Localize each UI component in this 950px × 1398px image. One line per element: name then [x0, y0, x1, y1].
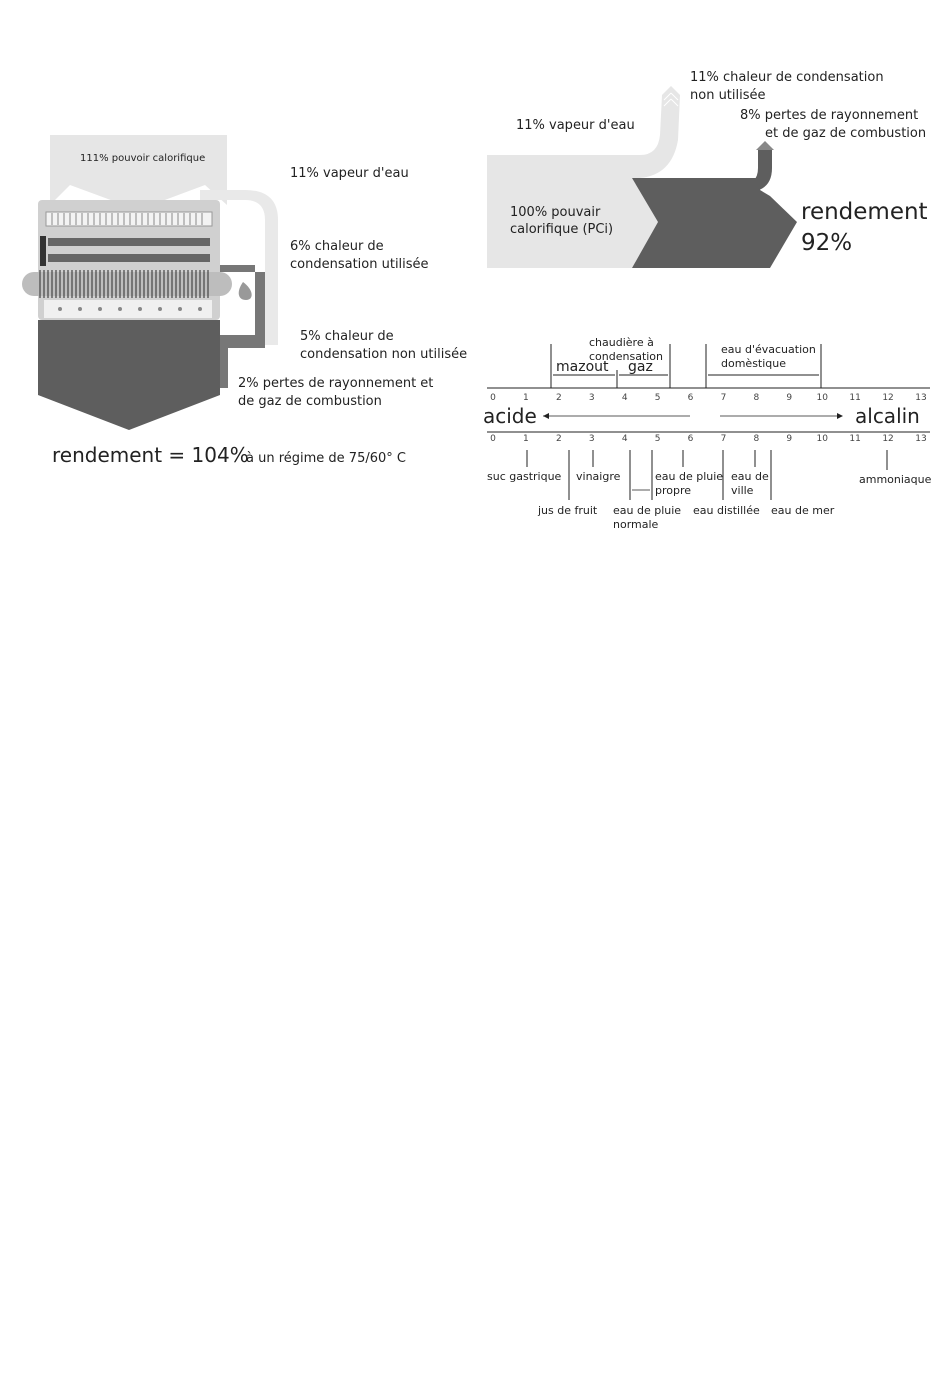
ph-tick-label: 7: [720, 434, 727, 444]
right-input-1: 100% pouvair: [510, 205, 601, 220]
ph-tick-label: 6: [687, 434, 694, 444]
substance-ammonia: ammoniaque: [859, 473, 932, 486]
right-losses-1: 8% pertes de rayonnement: [740, 108, 919, 123]
right-losses-2: et de gaz de combustion: [765, 126, 927, 141]
efficiency-main: rendement = 104%: [52, 443, 249, 467]
inlet-label: 111% pouvoir calorifique: [80, 153, 206, 164]
substance-gastric: suc gastrique: [487, 470, 562, 483]
ph-tick-label: 3: [588, 434, 595, 444]
substance-clean-rain-2: propre: [655, 484, 692, 497]
drain-range-label-1: eau d'évacuation: [721, 343, 816, 356]
ph-tick-label: 7: [720, 393, 727, 403]
ph-tick-label: 8: [753, 393, 760, 403]
ph-tick-label: 9: [786, 393, 793, 403]
ph-tick-label: 5: [654, 434, 661, 444]
oil-range-label: mazout: [556, 359, 609, 375]
ph-tick-label: 8: [753, 434, 760, 444]
ph-tick-label: 13: [915, 393, 927, 403]
used-condensation-label-2: condensation utilisée: [290, 257, 429, 272]
gas-range-label: gaz: [628, 359, 653, 375]
ph-tick-label: 13: [915, 434, 927, 444]
ph-tick-label: 0: [490, 434, 496, 444]
ph-tick-label: 2: [555, 434, 562, 444]
ph-tick-label: 4: [621, 434, 628, 444]
used-condensation-label-1: 6% chaleur de: [290, 239, 384, 254]
ph-tick-label: 1: [523, 393, 529, 403]
ph-tick-label: 2: [555, 393, 562, 403]
right-unused-condensation-2: non utilisée: [690, 88, 766, 103]
right-efficiency-2: 92%: [801, 230, 853, 256]
unused-condensation-label-1: 5% chaleur de: [300, 329, 394, 344]
alkaline-label: alcalin: [855, 404, 920, 428]
substance-distilled: eau distillée: [693, 504, 760, 517]
substance-tap-2: ville: [731, 484, 754, 497]
right-efficiency-1: rendement: [801, 199, 928, 225]
steam-label: 11% vapeur d'eau: [290, 166, 409, 181]
ph-tick-label: 10: [816, 434, 828, 444]
ph-tick-label: 12: [882, 393, 894, 403]
ph-tick-label: 10: [816, 393, 828, 403]
substance-juice: jus de fruit: [538, 504, 598, 517]
ph-tick-label: 4: [621, 393, 628, 403]
right-steam-label: 11% vapeur d'eau: [516, 118, 635, 133]
ph-tick-label: 6: [687, 393, 694, 403]
ph-tick-label: 3: [588, 393, 595, 403]
boiler-range-label-2: condensation: [589, 350, 664, 363]
ph-tick-label: 12: [882, 434, 894, 444]
substance-clean-rain-1: eau de pluie: [655, 470, 724, 483]
substance-normal-rain-2: normale: [613, 518, 659, 531]
drain-range-label-2: domèstique: [721, 357, 787, 370]
efficiency-note: à un régime de 75/60° C: [246, 451, 406, 466]
acid-label: acide: [483, 404, 537, 428]
losses-label-2: de gaz de combustion: [238, 394, 382, 409]
ph-tick-label: 11: [849, 434, 861, 444]
ph-tick-label: 11: [849, 393, 861, 403]
ph-tick-label: 9: [786, 434, 793, 444]
substance-normal-rain-1: eau de pluie: [613, 504, 682, 517]
ph-tick-label: 5: [654, 393, 661, 403]
boiler-range-label-1: chaudière à: [589, 336, 654, 349]
ph-tick-label: 1: [523, 434, 529, 444]
right-unused-condensation-1: 11% chaleur de condensation: [690, 70, 884, 85]
losses-label-1: 2% pertes de rayonnement et: [238, 376, 434, 391]
substance-vinegar: vinaigre: [576, 470, 621, 483]
ph-tick-label: 0: [490, 393, 496, 403]
unused-condensation-label-2: condensation non utilisée: [300, 347, 468, 362]
substance-tap-1: eau de: [731, 470, 769, 483]
substance-sea: eau de mer: [771, 504, 835, 517]
right-input-2: calorifique (PCi): [510, 222, 614, 237]
